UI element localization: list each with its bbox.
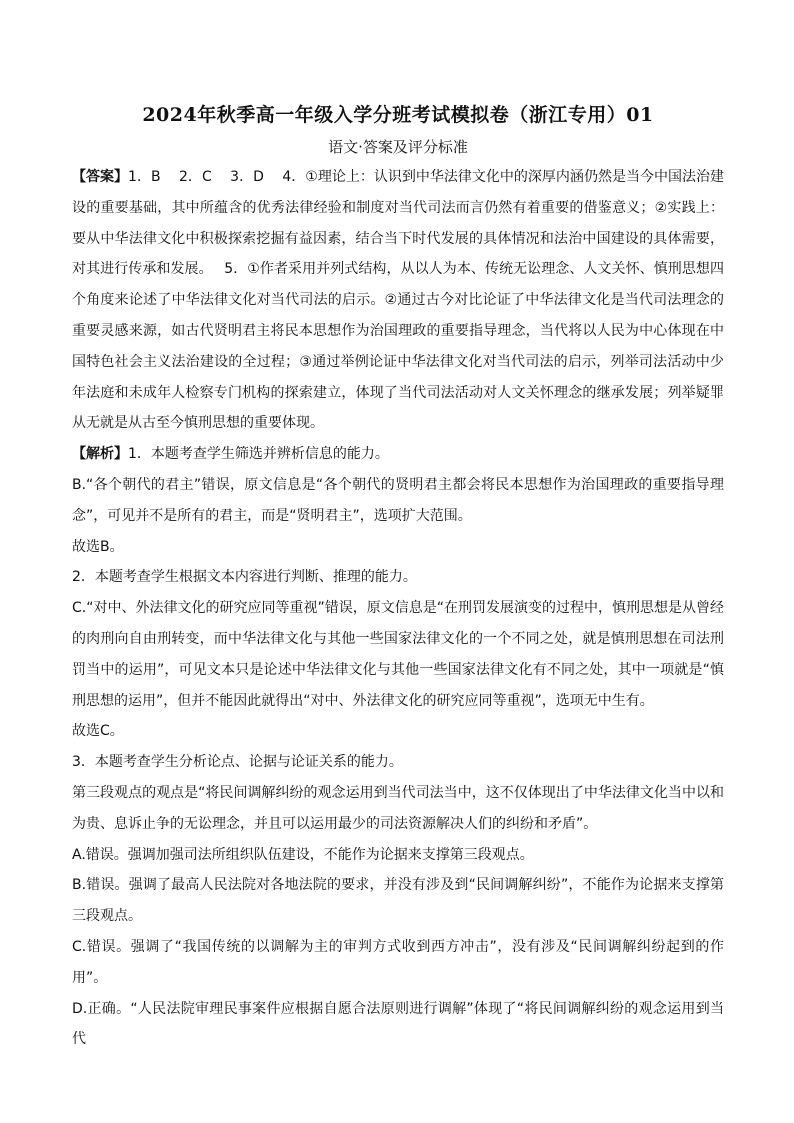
- q3-viewpoint: 第三段观点的观点是“将民间调解纠纷的观念运用到当代司法当中，这不仅体现出了中华法律文化当中以和为贵、息诉止争的无讼理念，并且可以运用最少的司法资源解决人们的纠纷和矛盾”。: [72, 784, 724, 832]
- answer-label: 【答案】: [72, 169, 129, 185]
- q2-intro: 2．本题考查学生根据文本内容进行判断、推理的能力。: [72, 569, 417, 586]
- document-title: 2024年秋季高一年级入学分班考试模拟卷（浙江专用）01: [142, 104, 654, 126]
- q1-conclusion: 故选B。: [72, 538, 124, 555]
- q3-option-a: A.错误。强调加强司法所组织队伍建设，不能作为论据来支撑第三段观点。: [72, 846, 534, 863]
- analysis-label: 【解析】: [72, 446, 128, 463]
- answer-paragraph: [72, 162, 724, 439]
- q3-option-d: D.正确。“人民法院审理民事案件应根据自愿合法原则进行调解”体现了“将民间调解纠纷的观念运用到当代: [72, 1000, 724, 1048]
- document-subtitle: 语文·答案及评分标准: [328, 138, 468, 156]
- answer-text: 1．B 2．C 3．D 4．①理论上：认识到中华法律文化中的深厚内涵仍然是当今中国法治建设的重要基础，其中所蕴含的优秀法律经验和制度对当代司法而言仍然有着重要的借鉴意义；②实践上：要从中华法律文化中积极探索挖掘有益因素，结合当下时代发展的具体情况和法治中国建设的具体需要，对其进行传承和发展。 5．①作者采用并列式结构，从以人为本、传统无讼理念、人文关怀、慎刑思想四个角度来论述了中华法律文化对当代司法的启示。②通过古今对比论证了中华法律文化是当代司法理念的重要灵感来源，如古代贤明君主将民本思想作为治国理政的重要指导理念，当代将以人民为中心体现在中国特色社会主义法治建设的全过程；③通过举例论证中华法律文化对当代司法的启示，列举司法活动中少年法庭和未成年人检察专门机构的探索建立，体现了当代司法活动对人文关怀理念的继承发展；列举疑罪从无就是从古至今慎刑思想的重要体现。: [72, 169, 724, 432]
- q2-conclusion: 故选C。: [72, 723, 124, 740]
- analysis-q1-intro: 1．本题考查学生筛选并辨析信息的能力。: [128, 446, 389, 463]
- q3-intro: 3．本题考查学生分析论点、论据与论证关系的能力。: [72, 754, 403, 771]
- q3-option-b: B.错误。强调了最高人民法院对各地法院的要求，并没有涉及到“民间调解纠纷”，不能作为论据来支撑第三段观点。: [72, 877, 724, 925]
- q1-explanation: B.“各个朝代的君主”错误，原文信息是“各个朝代的贤明君主都会将民本思想作为治国理政的重要指导理念”，可见并不是所有的君主，而是“贤明君主”，选项扩大范围。: [72, 476, 724, 524]
- q3-option-c: C.错误。强调了“我国传统的以调解为主的审判方式收到西方冲击”，没有涉及“民间调解纠纷起到的作用”。: [72, 938, 724, 986]
- q2-explanation: C.“对中、外法律文化的研究应同等重视”错误，原文信息是“在刑罚发展演变的过程中，慎刑思想是从曾经的肉刑向自由刑转变，而中华法律文化与其他一些国家法律文化的一个不同之处，就是慎刑思想在司法刑罚当中的运用”，可见文本只是论述中华法律文化与其他一些国家法律文化有不同之处，其中一项就是“慎刑思想的运用”，但并不能因此就得出“对中、外法律文化的研究应同等重视”，选项无中生有。: [72, 600, 724, 709]
- analysis-paragraph: [72, 439, 724, 470]
